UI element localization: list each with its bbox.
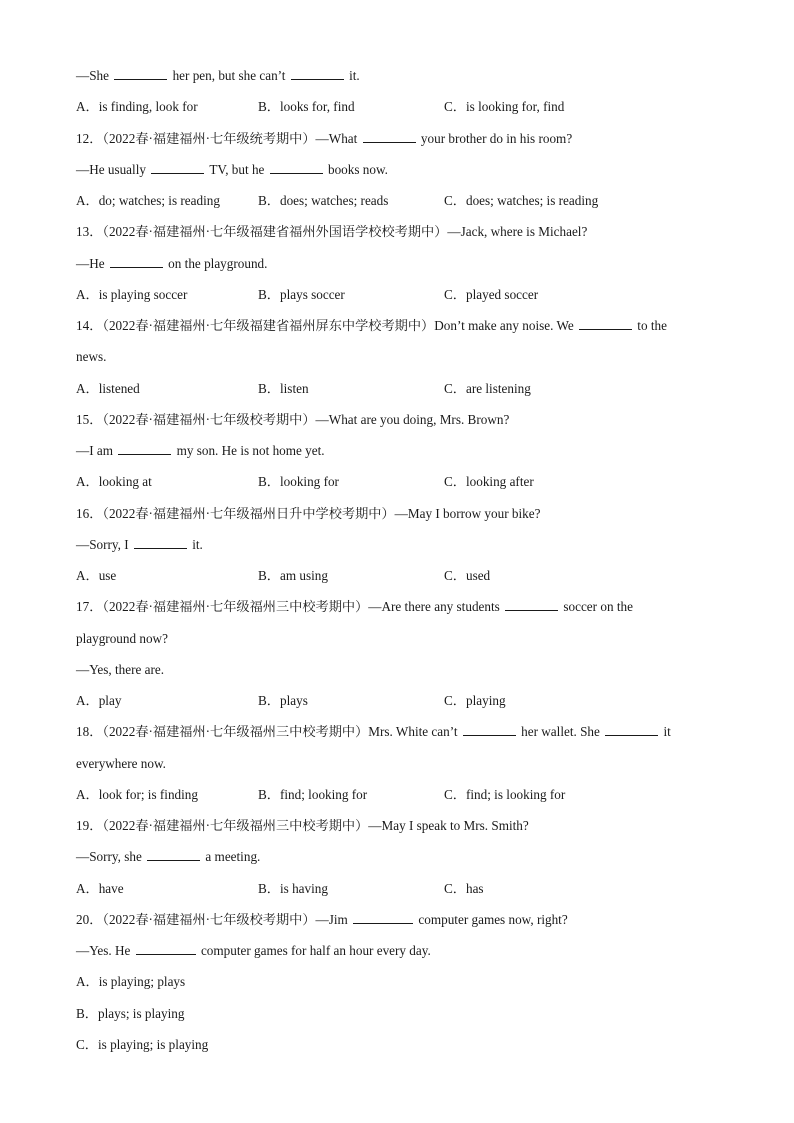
question-line [76, 442, 325, 460]
answer-option: C．used [444, 568, 491, 583]
answer-blank [363, 130, 416, 143]
question-line [76, 161, 388, 179]
question-text: to the [634, 318, 667, 333]
question-text: it. [188, 536, 203, 552]
question-line [76, 317, 667, 335]
question-text: —Yes, there are. [76, 661, 165, 677]
question-line [76, 755, 166, 773]
question-line [76, 255, 267, 273]
question-text: soccer on the [560, 599, 633, 615]
question-text: it. [345, 68, 360, 83]
answer-blank [134, 536, 187, 549]
answer-blank [114, 67, 167, 80]
answer-blank [463, 723, 516, 736]
answer-blank [605, 723, 658, 736]
answer-option: C．looking after [444, 474, 534, 490]
question-text: your brother do in his room? [417, 130, 573, 146]
question-text: 17．（2022春·福建福州·七年级福州三中校考期中）—Are there any students [76, 599, 504, 615]
question-text: 19．（2022春·福建福州·七年级福州三中校考期中）—May I speak to Mrs. Smith? [76, 818, 529, 833]
question-text: —Sorry, she [76, 849, 146, 865]
answer-option: B．listen [258, 380, 309, 396]
question-line [76, 817, 529, 835]
question-text: —She [76, 68, 113, 83]
answer-option: A．use [76, 568, 117, 583]
question-text: —Sorry, I [76, 536, 132, 552]
answer-blank [505, 598, 558, 611]
answer-option: C．are listening [444, 380, 531, 396]
question-line [76, 223, 587, 241]
answer-option: A．play [76, 693, 122, 708]
question-line [76, 723, 671, 741]
question-text: computer games now, right? [415, 911, 568, 927]
question-text: her pen, but she can’t [169, 68, 289, 83]
question-text: it [660, 724, 671, 740]
answer-blank [579, 317, 632, 330]
question-text: my son. He is not home yet. [173, 443, 325, 458]
question-line [76, 505, 540, 523]
answer-option: B．plays [258, 693, 308, 708]
answer-option: B．am using [258, 568, 328, 583]
question-text: 14．（2022春·福建福州·七年级福建省福州屏东中学校考期中）Don’t make any noise. We [76, 318, 577, 333]
answer-option: B．looks for, find [258, 99, 355, 115]
answer-option: B．is having [258, 880, 328, 896]
answer-blank [151, 161, 204, 174]
question-text: news. [76, 349, 107, 365]
question-line [76, 911, 568, 929]
answer-option: B．does; watches; reads [258, 193, 389, 208]
question-line [76, 536, 203, 554]
answer-option: C．is playing; is playing [76, 1036, 209, 1052]
question-text: 16．（2022春·福建福州·七年级福州日升中学校考期中）—May I borrow your bike? [76, 505, 541, 521]
answer-option: C．playing [444, 693, 506, 708]
answer-option: A．is playing; plays [76, 974, 186, 990]
question-text: 20．（2022春·福建福州·七年级校考期中）—Jim [76, 911, 352, 927]
question-text: 18．（2022春·福建福州·七年级福州三中校考期中）Mrs. White can’t [76, 724, 461, 740]
answer-option: B．plays; is playing [76, 1005, 185, 1021]
question-line [76, 348, 106, 366]
question-text: everywhere now. [76, 755, 166, 771]
question-text: —Yes. He [76, 943, 134, 958]
answer-blank [110, 255, 163, 268]
question-text: 15．（2022春·福建福州·七年级校考期中）—What are you doing, Mrs. Brown? [76, 411, 510, 427]
question-line [76, 130, 572, 148]
question-line [76, 598, 633, 616]
question-line [76, 411, 509, 429]
question-line [76, 848, 260, 866]
question-line [76, 67, 360, 85]
question-text: a meeting. [202, 849, 261, 865]
answer-option: A．do; watches; is reading [76, 193, 220, 208]
answer-option: C．find; is looking for [444, 786, 566, 802]
question-text: —I am [76, 443, 117, 458]
question-line [76, 630, 168, 648]
answer-blank [118, 442, 171, 455]
question-line [76, 942, 431, 960]
question-line [76, 661, 164, 679]
answer-blank [291, 67, 344, 80]
question-text: 12．（2022春·福建福州·七年级统考期中）—What [76, 130, 361, 146]
answer-option: A．listened [76, 380, 140, 396]
question-text: TV, but he [206, 161, 268, 177]
question-text: —He [76, 255, 108, 271]
answer-option: A．look for; is finding [76, 786, 198, 802]
answer-option: C．is looking for, find [444, 99, 565, 115]
answer-option: A．is playing soccer [76, 286, 188, 302]
answer-option: B．looking for [258, 474, 339, 490]
question-text: 13．（2022春·福建福州·七年级福建省福州外国语学校校考期中）—Jack, where is Michael? [76, 224, 588, 240]
question-text: on the playground. [164, 255, 268, 271]
question-text: —He usually [76, 161, 150, 177]
answer-blank [270, 161, 323, 174]
question-text: her wallet. She [517, 724, 604, 740]
answer-option: A．have [76, 880, 124, 896]
answer-blank [147, 848, 200, 861]
answer-option: B．find; looking for [258, 786, 368, 802]
answer-option: C．does; watches; is reading [444, 193, 599, 208]
answer-option: B．plays soccer [258, 286, 345, 302]
answer-option: A．is finding, look for [76, 99, 198, 115]
answer-option: A．looking at [76, 474, 152, 490]
question-text: computer games for half an hour every day. [197, 943, 431, 958]
answer-blank [353, 911, 413, 924]
question-text: books now. [324, 161, 388, 177]
question-text: playground now? [76, 630, 168, 646]
answer-option: C．played soccer [444, 286, 539, 302]
answer-option: C．has [444, 880, 484, 896]
answer-blank [136, 942, 196, 955]
